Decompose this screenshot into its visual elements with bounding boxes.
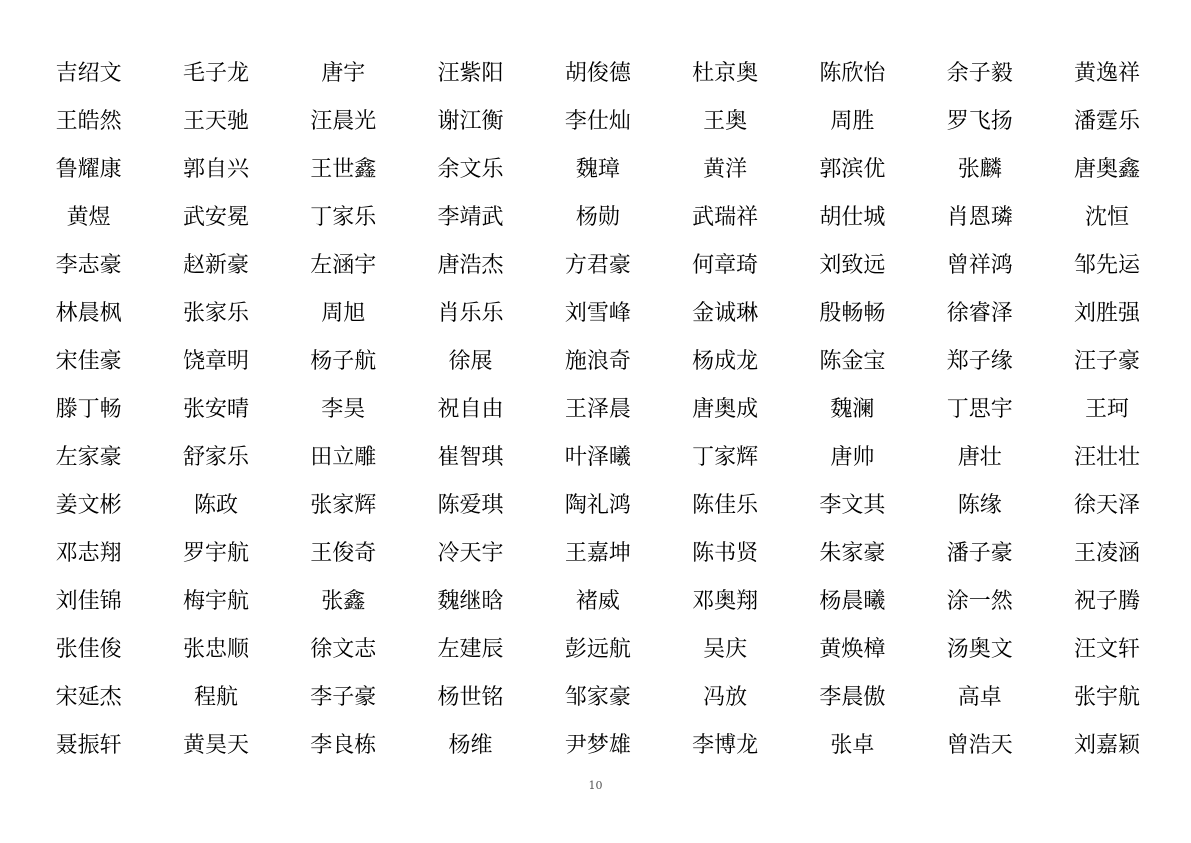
name-cell: 朱家豪: [819, 541, 886, 566]
name-cell: 滕丁畅: [55, 397, 122, 422]
name-cell: 何章琦: [692, 253, 759, 278]
name-cell: 周胜: [830, 109, 875, 134]
name-cell: 罗宇航: [182, 541, 249, 566]
name-cell: 汤奥文: [946, 637, 1013, 662]
name-cell: 饶章明: [182, 349, 249, 374]
name-cell: 潘子豪: [946, 541, 1013, 566]
name-cell: 肖恩璘: [946, 205, 1013, 230]
name-cell: 徐文志: [310, 637, 377, 662]
name-cell: 陈政: [193, 493, 238, 518]
name-cell: 尹梦雄: [564, 733, 631, 758]
name-cell: 褚威: [575, 589, 620, 614]
name-cell: 曾祥鸿: [946, 253, 1013, 278]
name-cell: 黄昊天: [182, 733, 249, 758]
name-cell: 李良栋: [310, 733, 377, 758]
name-cell: 谢江衡: [437, 109, 504, 134]
name-cell: 刘雪峰: [564, 301, 631, 326]
page-number: 10: [588, 779, 603, 792]
name-cell: 陈金宝: [819, 349, 886, 374]
name-cell: 周旭: [321, 301, 366, 326]
name-cell: 冯放: [703, 685, 748, 710]
name-cell: 程航: [193, 685, 238, 710]
name-cell: 陶礼鸿: [564, 493, 631, 518]
name-cell: 方君豪: [564, 253, 631, 278]
name-cell: 陈佳乐: [692, 493, 759, 518]
name-cell: 武瑞祥: [692, 205, 759, 230]
name-cell: 张家乐: [182, 301, 249, 326]
name-cell: 田立雕: [310, 445, 377, 470]
name-cell: 冷天宇: [437, 541, 504, 566]
name-cell: 汪文轩: [1074, 637, 1141, 662]
name-cell: 邓志翔: [55, 541, 122, 566]
name-cell: 祝子腾: [1074, 589, 1141, 614]
name-cell: 涂一然: [946, 589, 1013, 614]
name-cell: 王天驰: [182, 109, 249, 134]
name-cell: 王皓然: [55, 109, 122, 134]
name-cell: 左涵宇: [310, 253, 377, 278]
name-cell: 徐天泽: [1074, 493, 1141, 518]
name-cell: 毛子龙: [182, 61, 249, 86]
name-cell: 李晨傲: [819, 685, 886, 710]
name-cell: 武安冕: [182, 205, 249, 230]
name-cell: 杨世铭: [437, 685, 504, 710]
name-cell: 左家豪: [55, 445, 122, 470]
name-cell: 徐睿泽: [946, 301, 1013, 326]
name-cell: 陈爱琪: [437, 493, 504, 518]
name-cell: 吉绍文: [55, 61, 122, 86]
name-cell: 李子豪: [310, 685, 377, 710]
name-cell: 唐壮: [957, 445, 1002, 470]
name-cell: 王凌涵: [1074, 541, 1141, 566]
name-cell: 汪晨光: [310, 109, 377, 134]
name-cell: 殷畅畅: [819, 301, 886, 326]
name-cell: 黄焕樟: [819, 637, 886, 662]
name-cell: 杨维: [448, 733, 493, 758]
name-cell: 李志豪: [55, 253, 122, 278]
name-cell: 刘嘉颖: [1074, 733, 1141, 758]
name-cell: 刘胜强: [1074, 301, 1141, 326]
name-cell: 丁家辉: [692, 445, 759, 470]
name-cell: 唐浩杰: [437, 253, 504, 278]
name-cell: 崔智琪: [437, 445, 504, 470]
name-cell: 汪紫阳: [437, 61, 504, 86]
name-list-grid: [25, 50, 1171, 770]
name-cell: 魏澜: [830, 397, 875, 422]
name-cell: 余子毅: [946, 61, 1013, 86]
name-cell: 郑子缘: [946, 349, 1013, 374]
name-cell: 张卓: [830, 733, 875, 758]
name-cell: 祝自由: [437, 397, 504, 422]
name-cell: 肖乐乐: [437, 301, 504, 326]
name-cell: 李靖武: [437, 205, 504, 230]
name-cell: 梅宇航: [182, 589, 249, 614]
name-cell: 郭滨优: [819, 157, 886, 182]
name-cell: 左建辰: [437, 637, 504, 662]
name-cell: 叶泽曦: [564, 445, 631, 470]
name-cell: 张家辉: [310, 493, 377, 518]
name-cell: 聂振轩: [55, 733, 122, 758]
name-cell: 林晨枫: [55, 301, 122, 326]
name-cell: 黄煜: [66, 205, 111, 230]
name-cell: 王泽晨: [564, 397, 631, 422]
name-cell: 王俊奇: [310, 541, 377, 566]
name-cell: 张忠顺: [182, 637, 249, 662]
name-cell: 黄洋: [703, 157, 748, 182]
name-cell: 金诚琳: [692, 301, 759, 326]
name-cell: 邹家豪: [564, 685, 631, 710]
name-cell: 郭自兴: [182, 157, 249, 182]
name-cell: 杜京奥: [692, 61, 759, 86]
name-cell: 刘致远: [819, 253, 886, 278]
name-cell: 唐奥鑫: [1074, 157, 1141, 182]
name-cell: 施浪奇: [564, 349, 631, 374]
name-cell: 张宇航: [1074, 685, 1141, 710]
name-cell: 张鑫: [321, 589, 366, 614]
name-cell: 潘霆乐: [1074, 109, 1141, 134]
name-cell: 杨成龙: [692, 349, 759, 374]
name-cell: 张麟: [957, 157, 1002, 182]
name-cell: 杨勋: [575, 205, 620, 230]
name-cell: 彭远航: [564, 637, 631, 662]
name-cell: 陈缘: [957, 493, 1002, 518]
name-cell: 丁思宇: [946, 397, 1013, 422]
name-cell: 李仕灿: [564, 109, 631, 134]
name-cell: 赵新豪: [182, 253, 249, 278]
name-cell: 李文其: [819, 493, 886, 518]
name-cell: 高卓: [957, 685, 1002, 710]
name-cell: 唐奥成: [692, 397, 759, 422]
name-cell: 胡俊德: [564, 61, 631, 86]
name-cell: 陈欣怡: [819, 61, 886, 86]
name-cell: 曾浩天: [946, 733, 1013, 758]
name-cell: 舒家乐: [182, 445, 249, 470]
name-cell: 邓奥翔: [692, 589, 759, 614]
name-cell: 吴庆: [703, 637, 748, 662]
name-cell: 黄逸祥: [1074, 61, 1141, 86]
name-cell: 胡仕城: [819, 205, 886, 230]
name-cell: 丁家乐: [310, 205, 377, 230]
name-cell: 王珂: [1085, 397, 1130, 422]
name-cell: 唐宇: [321, 61, 366, 86]
name-cell: 王奥: [703, 109, 748, 134]
name-cell: 王世鑫: [310, 157, 377, 182]
name-cell: 刘佳锦: [55, 589, 122, 614]
name-cell: 邹先运: [1074, 253, 1141, 278]
name-cell: 汪壮壮: [1074, 445, 1141, 470]
name-cell: 李昊: [321, 397, 366, 422]
name-cell: 张安晴: [182, 397, 249, 422]
name-cell: 魏璋: [575, 157, 620, 182]
name-cell: 宋佳豪: [55, 349, 122, 374]
name-cell: 张佳俊: [55, 637, 122, 662]
name-cell: 徐展: [448, 349, 493, 374]
name-cell: 王嘉坤: [564, 541, 631, 566]
name-cell: 罗飞扬: [946, 109, 1013, 134]
name-cell: 姜文彬: [55, 493, 122, 518]
name-cell: 杨晨曦: [819, 589, 886, 614]
name-cell: 宋延杰: [55, 685, 122, 710]
name-cell: 鲁耀康: [55, 157, 122, 182]
name-cell: 沈恒: [1085, 205, 1130, 230]
name-cell: 魏继晗: [437, 589, 504, 614]
name-cell: 余文乐: [437, 157, 504, 182]
name-cell: 陈书贤: [692, 541, 759, 566]
name-cell: 汪子豪: [1074, 349, 1141, 374]
name-cell: 杨子航: [310, 349, 377, 374]
name-cell: 唐帅: [830, 445, 875, 470]
name-cell: 李博龙: [692, 733, 759, 758]
